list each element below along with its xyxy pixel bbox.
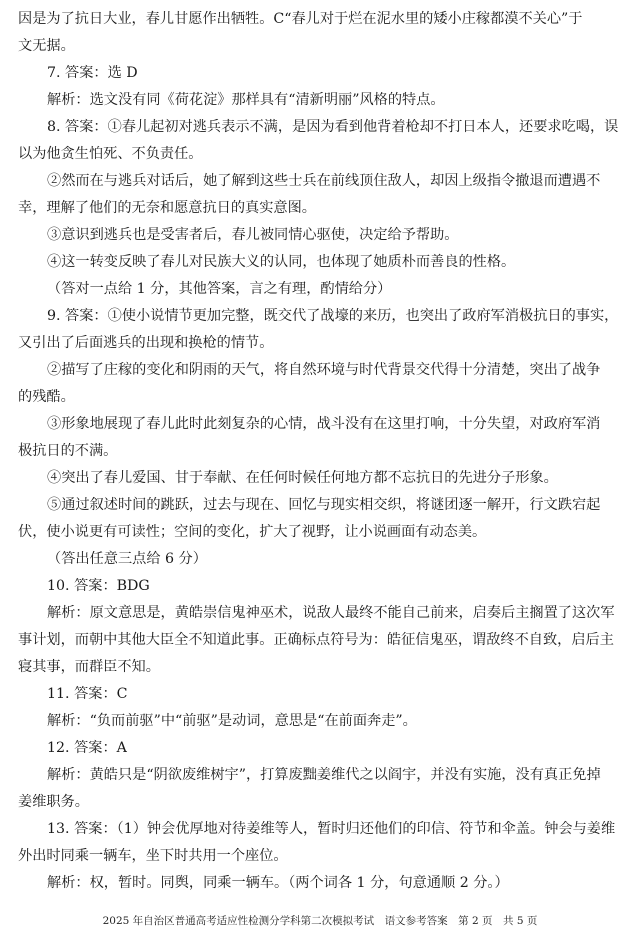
text-line: 的残酷。 <box>18 389 75 405</box>
text-line: （答出任意三点给 6 分） <box>47 551 207 567</box>
text-line: 又引出了后面逃兵的出现和换枪的情节。 <box>18 335 274 351</box>
text-line: 极抗日的不满。 <box>18 443 118 459</box>
text-line: ③形象地展现了春儿此时此刻复杂的心情，战斗没有在这里打响，十分失望，对政府军消 <box>47 416 601 432</box>
text-line: 姜维职务。 <box>18 794 89 810</box>
text-line: 解析：黄皓只是“阴欲废维树宇”，打算废黜姜维代之以阎宇，并没有实施，没有真正免掉 <box>47 767 601 783</box>
text-line: （答对一点给 1 分，其他答案，言之有理，酌情给分） <box>47 281 392 297</box>
text-line: ②描写了庄稼的变化和阴雨的天气，将自然环境与时代背景交代得十分清楚，突出了战争 <box>47 362 601 378</box>
text-line: ④这一转变反映了春儿对民族大义的认同，也体现了她质朴而善良的性格。 <box>47 254 516 270</box>
text-line: 13. 答案：（1）钟会优厚地对待姜维等人，暂时归还他们的印信、符节和伞盖。钟会与姜维 <box>47 821 616 837</box>
text-line: 7. 答案：选 D <box>47 65 138 81</box>
text-line: 解析：原文意思是，黄皓崇信鬼神巫术，说敌人最终不能自己前来，启奏后主搁置了这次军 <box>47 605 615 621</box>
text-line: 解析：选文没有同《荷花淀》那样具有“清新明丽”风格的特点。 <box>47 92 445 108</box>
text-line: 解析：权，暂时。同舆，同乘一辆车。（两个词各 1 分，句意通顺 2 分。） <box>47 875 509 891</box>
text-line: 11. 答案：C <box>47 686 128 702</box>
text-line: 解析：“负而前驱”中“前驱”是动词，意思是“在前面奔走”。 <box>47 713 417 729</box>
page-footer: 2025 年自治区普通高考适应性检测分学科第二次模拟考试 语文参考答案 第 2 页 共 5 页 <box>102 915 538 927</box>
text-line: ④突出了春儿爱国、甘于奉献、在任何时候任何地方都不忘抗日的先进分子形象。 <box>47 470 558 486</box>
text-line: 寝其事，而群臣不知。 <box>18 659 160 675</box>
text-line: 10. 答案：BDG <box>47 578 150 594</box>
text-line: 12. 答案：A <box>47 740 127 756</box>
text-line: 8. 答案：①春儿起初对逃兵表示不满，是因为看到他背着枪却不打日本人，还要求吃喝，误 <box>47 119 619 135</box>
text-line: 以为他贪生怕死、不负责任。 <box>18 146 203 162</box>
text-line: 9. 答案：①使小说情节更加完整，既交代了战壕的来历，也突出了政府军消极抗日的事实， <box>47 308 619 324</box>
text-line: 因是为了抗日大业，春儿甘愿作出牺牲。C“春儿对于烂在泥水里的矮小庄稼都漠不关心”于 <box>18 11 583 27</box>
text-line: 伏，使小说更有可读性；空间的变化，扩大了视野，让小说画面有动态美。 <box>18 524 487 540</box>
text-line: ⑤通过叙述时间的跳跃，过去与现在、回忆与现实相交织，将谜团逐一解开，行文跌宕起 <box>47 497 601 513</box>
text-line: ③意识到逃兵也是受害者后，春儿被同情心驱使，决定给予帮助。 <box>47 227 459 243</box>
text-line: 事计划，而朝中其他大臣全不知道此事。正确标点符号为：皓征信鬼巫，谓敌终不自致，启后主 <box>18 632 614 648</box>
text-line: 幸，理解了他们的无奈和愿意抗日的真实意图。 <box>18 200 316 216</box>
text-line: ②然而在与逃兵对话后，她了解到这些士兵在前线顶住敌人，却因上级指令撤退而遭遇不 <box>47 173 601 189</box>
text-line: 文无据。 <box>18 38 75 54</box>
answer-key-body <box>18 6 630 897</box>
text-line: 外出时同乘一辆车，坐下时共用一个座位。 <box>18 848 288 864</box>
